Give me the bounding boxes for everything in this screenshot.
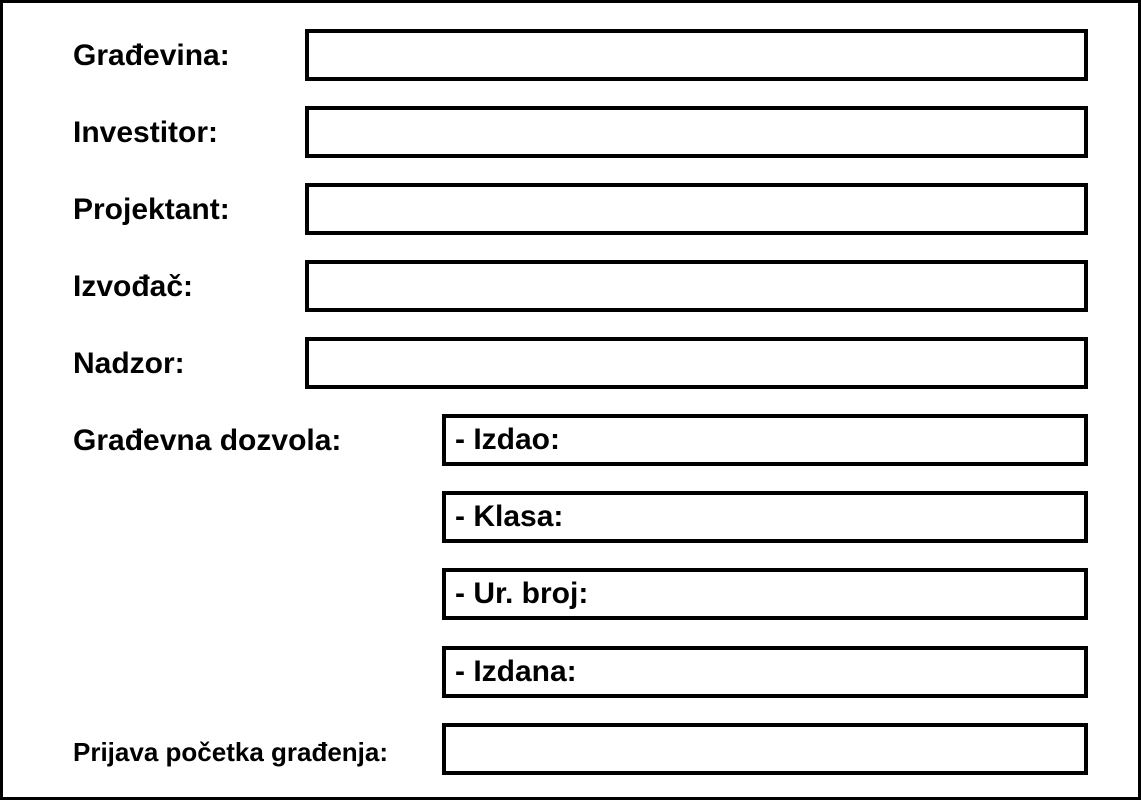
gradevina-field[interactable] — [305, 29, 1088, 81]
izdao-field[interactable] — [442, 414, 1088, 466]
projektant-label: Projektant: — [73, 193, 230, 226]
projektant-field[interactable] — [305, 183, 1088, 235]
ur-broj-field[interactable] — [442, 568, 1088, 620]
nadzor-label: Nadzor: — [73, 347, 185, 380]
klasa-field[interactable] — [442, 491, 1088, 543]
prijava-field[interactable] — [442, 723, 1088, 775]
investitor-field[interactable] — [305, 106, 1088, 158]
prijava-label: Prijava početka građenja: — [73, 737, 389, 767]
izvodac-field[interactable] — [305, 260, 1088, 312]
izdana-label: - Izdana: — [455, 655, 577, 688]
izdao-label: - Izdao: — [455, 423, 560, 456]
gradevna-dozvola-label: Građevna dozvola: — [73, 424, 342, 457]
klasa-label: - Klasa: — [455, 500, 564, 533]
nadzor-field[interactable] — [305, 337, 1088, 389]
investitor-label: Investitor: — [73, 116, 219, 149]
ur-broj-label: - Ur. broj: — [455, 577, 589, 610]
gradevina-label: Građevina: — [73, 39, 230, 72]
izvodac-label: Izvođač: — [73, 270, 194, 303]
izdana-field[interactable] — [442, 646, 1088, 698]
